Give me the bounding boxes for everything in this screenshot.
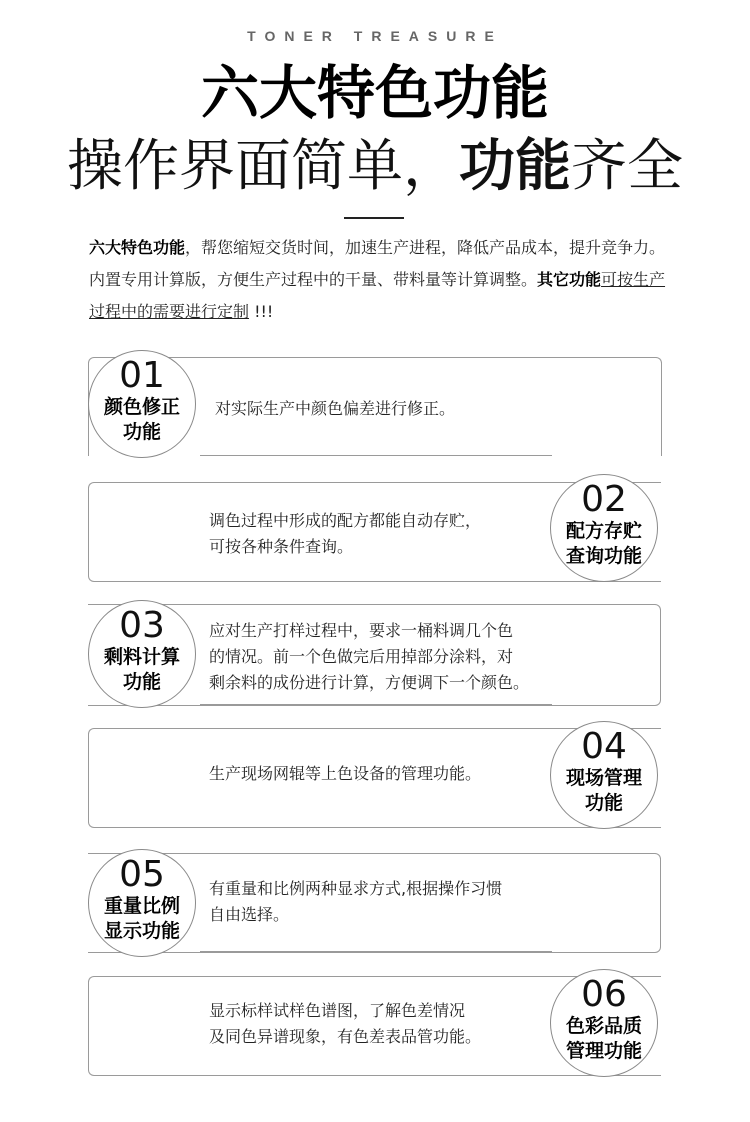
intro-tail: !!! bbox=[249, 302, 274, 321]
feature-label: 配方存贮 查询功能 bbox=[565, 520, 642, 567]
feature-desc-04: 生产现场网辊等上色设备的管理功能。 bbox=[209, 764, 482, 783]
card-topline bbox=[196, 976, 552, 977]
feature-desc-03: 应对生产打样过程中，要求一桶料调几个色 的情况。前一个色做完后用掉部分涂料，对 剩余料的成份进行计算，方便调下一个颜色。 bbox=[209, 621, 530, 692]
card-underline bbox=[200, 704, 552, 705]
subtitle-tail: 齐全 bbox=[571, 134, 683, 199]
divider bbox=[344, 217, 404, 219]
feature-number: 06 bbox=[581, 974, 627, 1015]
feature-label: 颜色修正 功能 bbox=[103, 396, 180, 443]
intro-other-text: 可按生产过程中的需要进行定制 bbox=[89, 270, 666, 321]
feature-label: 色彩品质 管理功能 bbox=[565, 1015, 642, 1062]
feature-number: 02 bbox=[581, 479, 627, 520]
subtitle-bold: 功能 bbox=[459, 134, 571, 199]
intro-text: ，帮您缩短交货时间，加速生产进程，降低产品成本，提升竞争力。内置专用计算版，方便生产过程中的干量、带料量等计算调整。 bbox=[89, 238, 666, 289]
feature-badge-03 bbox=[88, 600, 196, 708]
intro-other-label: 其它功能 bbox=[537, 270, 602, 289]
feature-badge-01 bbox=[88, 350, 196, 458]
card-topline bbox=[196, 482, 552, 483]
feature-number: 05 bbox=[119, 854, 165, 895]
page-title: 六大特色功能 bbox=[200, 59, 549, 127]
feature-desc-05: 有重量和比例两种显求方式,根据操作习惯 自由选择。 bbox=[209, 879, 503, 924]
page-subtitle bbox=[0, 132, 750, 202]
card-underline bbox=[200, 951, 552, 952]
feature-desc-02: 调色过程中形成的配方都能自动存贮， 可按各种条件查询。 bbox=[209, 511, 482, 556]
eyebrow-text: TONER TREASURE bbox=[247, 28, 503, 44]
card-topline bbox=[196, 728, 552, 729]
feature-desc-06: 显示标样试样色谱图，了解色差情况 及同色异谱现象，有色差表品管功能。 bbox=[209, 1001, 482, 1046]
feature-label: 剩料计算 功能 bbox=[103, 646, 180, 693]
feature-badge-06 bbox=[550, 969, 658, 1077]
feature-badge-05 bbox=[88, 849, 196, 957]
feature-label: 现场管理 功能 bbox=[565, 767, 642, 814]
intro-paragraph bbox=[89, 232, 679, 328]
feature-badge-04 bbox=[550, 721, 658, 829]
feature-desc-01: 对实际生产中颜色偏差进行修正。 bbox=[215, 399, 456, 418]
feature-number: 03 bbox=[119, 605, 165, 646]
feature-label: 重量比例 显示功能 bbox=[103, 895, 180, 942]
feature-badge-02 bbox=[550, 474, 658, 582]
feature-number: 01 bbox=[119, 355, 165, 396]
subtitle-normal: 操作界面简单， bbox=[67, 134, 459, 199]
feature-number: 04 bbox=[581, 726, 627, 767]
card-underline bbox=[200, 455, 552, 456]
intro-lead: 六大特色功能 bbox=[89, 238, 186, 257]
